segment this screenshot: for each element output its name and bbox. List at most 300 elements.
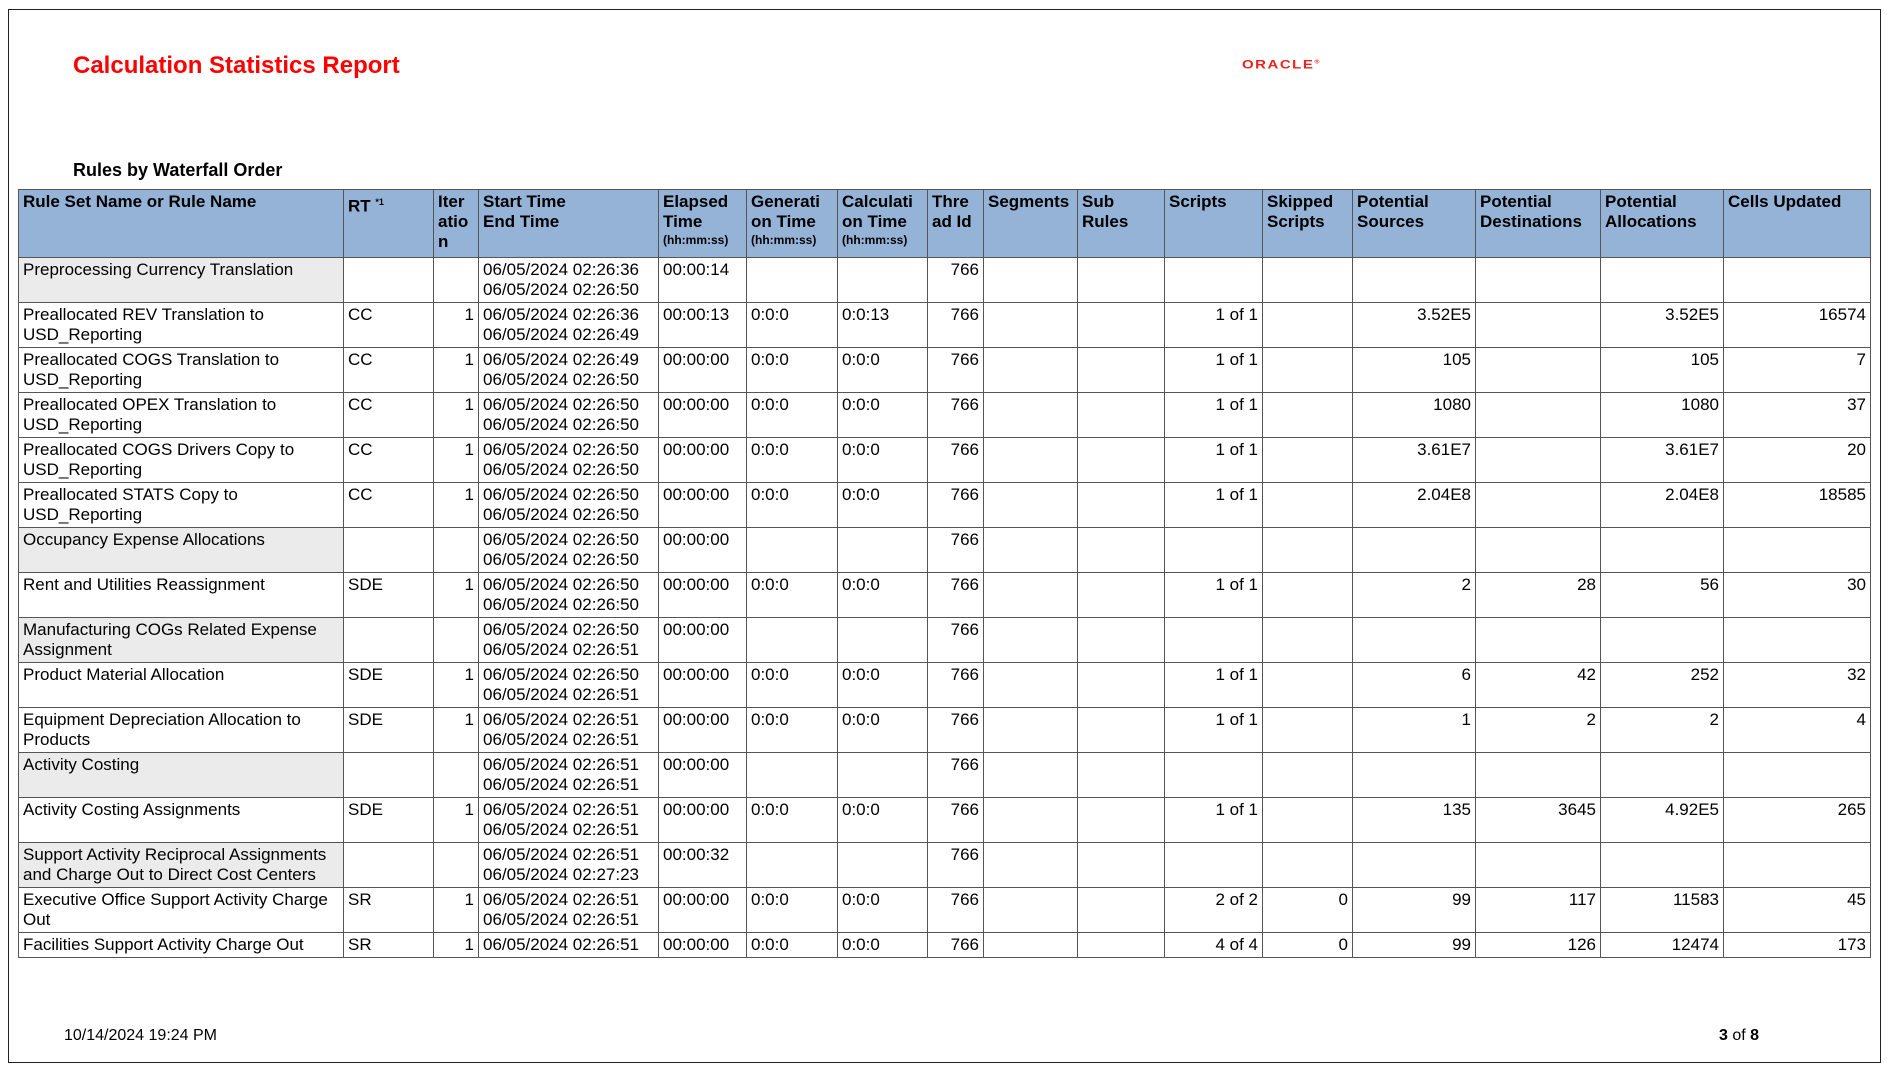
cell-calculation-time: 0:0:13	[838, 303, 928, 348]
start-time: 06/05/2024 02:26:50	[483, 665, 639, 684]
cell-cells-updated: 20	[1724, 438, 1871, 483]
cell-sub-rules	[1078, 258, 1165, 303]
cell-potential-allocations: 3.52E5	[1601, 303, 1724, 348]
cell-segments	[984, 258, 1078, 303]
rule-row	[19, 303, 1871, 348]
cell-rule-type: SR	[344, 933, 434, 958]
cell-calculation-time	[838, 618, 928, 663]
cell-potential-allocations	[1601, 528, 1724, 573]
cell-calculation-time: 0:0:0	[838, 573, 928, 618]
cell-scripts: 1 of 1	[1165, 573, 1263, 618]
cell-start-end-time	[479, 393, 659, 438]
cell-start-end-time	[479, 663, 659, 708]
cell-rule-name: Occupancy Expense Allocations	[19, 528, 344, 573]
cell-sub-rules	[1078, 708, 1165, 753]
ruleset-row	[19, 528, 1871, 573]
cell-cells-updated: 37	[1724, 393, 1871, 438]
cell-iteration: 1	[434, 438, 479, 483]
cell-rule-name: Product Material Allocation	[19, 663, 344, 708]
cell-thread-id: 766	[928, 438, 984, 483]
cell-skipped-scripts	[1263, 258, 1353, 303]
cell-generation-time: 0:0:0	[747, 708, 838, 753]
cell-sub-rules	[1078, 888, 1165, 933]
cell-rule-name: Equipment Depreciation Allocation to Products	[19, 708, 344, 753]
cell-generation-time	[747, 618, 838, 663]
cell-generation-time: 0:0:0	[747, 303, 838, 348]
cell-elapsed-time: 00:00:00	[659, 528, 747, 573]
cell-generation-time: 0:0:0	[747, 798, 838, 843]
col-header-iteration: Iter atio n	[434, 190, 479, 258]
cell-iteration: 1	[434, 708, 479, 753]
cell-skipped-scripts	[1263, 798, 1353, 843]
col-header-potential-destinations: Potential Destinations	[1476, 190, 1601, 258]
cell-elapsed-time: 00:00:00	[659, 933, 747, 958]
cell-elapsed-time: 00:00:00	[659, 798, 747, 843]
cell-potential-sources	[1353, 753, 1476, 798]
cell-rule-type: CC	[344, 393, 434, 438]
cell-potential-destinations	[1476, 528, 1601, 573]
cell-sub-rules	[1078, 348, 1165, 393]
page-current: 3	[1719, 1027, 1728, 1044]
cell-cells-updated: 7	[1724, 348, 1871, 393]
cell-segments	[984, 663, 1078, 708]
cell-rule-type	[344, 753, 434, 798]
cell-rule-name: Support Activity Reciprocal Assignments and Charge Out to Direct Cost Centers	[19, 843, 344, 888]
cell-segments	[984, 438, 1078, 483]
cell-iteration: 1	[434, 393, 479, 438]
cell-skipped-scripts	[1263, 393, 1353, 438]
cell-cells-updated	[1724, 528, 1871, 573]
cell-thread-id: 766	[928, 933, 984, 958]
cell-calculation-time: 0:0:0	[838, 348, 928, 393]
cell-rule-name: Preallocated OPEX Translation to USD_Reporting	[19, 393, 344, 438]
cell-start-end-time	[479, 438, 659, 483]
cell-start-end-time	[479, 618, 659, 663]
cell-start-end-time	[479, 303, 659, 348]
cell-thread-id: 766	[928, 798, 984, 843]
cell-segments	[984, 303, 1078, 348]
cell-thread-id: 766	[928, 663, 984, 708]
table-body	[19, 258, 1871, 958]
ruleset-row	[19, 753, 1871, 798]
cell-rule-type: CC	[344, 303, 434, 348]
end-time: 06/05/2024 02:26:50	[483, 370, 639, 389]
end-time: 06/05/2024 02:26:50	[483, 505, 639, 524]
cell-potential-sources: 1080	[1353, 393, 1476, 438]
cell-rule-name: Preallocated COGS Drivers Copy to USD_Reporting	[19, 438, 344, 483]
cell-skipped-scripts	[1263, 483, 1353, 528]
cell-scripts: 1 of 1	[1165, 348, 1263, 393]
end-time: 06/05/2024 02:26:51	[483, 820, 639, 839]
rule-row	[19, 888, 1871, 933]
cell-scripts: 1 of 1	[1165, 393, 1263, 438]
cell-iteration: 1	[434, 303, 479, 348]
cell-sub-rules	[1078, 573, 1165, 618]
page-indicator	[1719, 1027, 1759, 1045]
cell-cells-updated: 4	[1724, 708, 1871, 753]
cell-generation-time	[747, 528, 838, 573]
cell-potential-allocations	[1601, 258, 1724, 303]
cell-generation-time	[747, 753, 838, 798]
cell-potential-allocations: 12474	[1601, 933, 1724, 958]
cell-potential-destinations	[1476, 438, 1601, 483]
end-time: 06/05/2024 02:26:50	[483, 280, 639, 299]
cell-generation-time: 0:0:0	[747, 933, 838, 958]
cell-rule-name: Preallocated COGS Translation to USD_Reporting	[19, 348, 344, 393]
cell-thread-id: 766	[928, 618, 984, 663]
cell-scripts: 1 of 1	[1165, 708, 1263, 753]
cell-potential-sources	[1353, 258, 1476, 303]
start-time: 06/05/2024 02:26:36	[483, 260, 639, 279]
cell-cells-updated: 173	[1724, 933, 1871, 958]
cell-rule-type: SDE	[344, 708, 434, 753]
cell-elapsed-time: 00:00:13	[659, 303, 747, 348]
cell-potential-sources: 3.61E7	[1353, 438, 1476, 483]
rule-row	[19, 933, 1871, 958]
rule-row	[19, 348, 1871, 393]
cell-scripts: 4 of 4	[1165, 933, 1263, 958]
cell-rule-name: Facilities Support Activity Charge Out	[19, 933, 344, 958]
cell-thread-id: 766	[928, 573, 984, 618]
cell-potential-allocations: 4.92E5	[1601, 798, 1724, 843]
cell-cells-updated: 18585	[1724, 483, 1871, 528]
col-header-cells-updated: Cells Updated	[1724, 190, 1871, 258]
rule-row	[19, 798, 1871, 843]
cell-potential-destinations: 117	[1476, 888, 1601, 933]
rule-row	[19, 393, 1871, 438]
cell-thread-id: 766	[928, 753, 984, 798]
cell-scripts	[1165, 843, 1263, 888]
cell-rule-name: Preprocessing Currency Translation	[19, 258, 344, 303]
cell-cells-updated	[1724, 753, 1871, 798]
cell-skipped-scripts	[1263, 753, 1353, 798]
cell-scripts: 1 of 1	[1165, 663, 1263, 708]
cell-potential-sources	[1353, 843, 1476, 888]
cell-rule-name: Manufacturing COGs Related Expense Assignment	[19, 618, 344, 663]
cell-cells-updated: 30	[1724, 573, 1871, 618]
cell-sub-rules	[1078, 528, 1165, 573]
cell-generation-time	[747, 843, 838, 888]
cell-elapsed-time: 00:00:00	[659, 483, 747, 528]
end-time: 06/05/2024 02:26:50	[483, 460, 639, 479]
cell-potential-destinations	[1476, 393, 1601, 438]
cell-calculation-time: 0:0:0	[838, 438, 928, 483]
start-time: 06/05/2024 02:26:51	[483, 710, 639, 729]
cell-segments	[984, 753, 1078, 798]
cell-rule-name: Preallocated STATS Copy to USD_Reporting	[19, 483, 344, 528]
end-time: 06/05/2024 02:26:51	[483, 685, 639, 704]
cell-generation-time	[747, 258, 838, 303]
cell-scripts: 1 of 1	[1165, 303, 1263, 348]
cell-cells-updated: 32	[1724, 663, 1871, 708]
cell-calculation-time: 0:0:0	[838, 888, 928, 933]
cell-potential-sources	[1353, 528, 1476, 573]
cell-start-end-time	[479, 843, 659, 888]
cell-rule-type: SDE	[344, 573, 434, 618]
cell-generation-time: 0:0:0	[747, 573, 838, 618]
cell-potential-destinations: 126	[1476, 933, 1601, 958]
cell-scripts	[1165, 753, 1263, 798]
cell-iteration	[434, 843, 479, 888]
cell-start-end-time	[479, 888, 659, 933]
end-time: 06/05/2024 02:26:51	[483, 775, 639, 794]
end-time: 06/05/2024 02:26:49	[483, 325, 639, 344]
cell-iteration	[434, 618, 479, 663]
col-header-sub-rules: Sub Rules	[1078, 190, 1165, 258]
cell-potential-destinations	[1476, 618, 1601, 663]
start-time: 06/05/2024 02:26:51	[483, 845, 639, 864]
ruleset-row	[19, 618, 1871, 663]
cell-segments	[984, 573, 1078, 618]
cell-sub-rules	[1078, 843, 1165, 888]
rules-statistics-table	[18, 189, 1871, 958]
cell-skipped-scripts: 0	[1263, 888, 1353, 933]
cell-elapsed-time: 00:00:00	[659, 618, 747, 663]
cell-generation-time: 0:0:0	[747, 438, 838, 483]
cell-potential-allocations	[1601, 618, 1724, 663]
col-header-potential-sources: Potential Sources	[1353, 190, 1476, 258]
cell-potential-sources	[1353, 618, 1476, 663]
cell-rule-name: Activity Costing Assignments	[19, 798, 344, 843]
cell-potential-allocations: 252	[1601, 663, 1724, 708]
cell-iteration: 1	[434, 483, 479, 528]
cell-elapsed-time: 00:00:32	[659, 843, 747, 888]
cell-start-end-time	[479, 483, 659, 528]
cell-rule-type	[344, 843, 434, 888]
end-time: 06/05/2024 02:26:51	[483, 910, 639, 929]
cell-potential-allocations	[1601, 753, 1724, 798]
col-header-scripts: Scripts	[1165, 190, 1263, 258]
cell-skipped-scripts	[1263, 528, 1353, 573]
start-time: 06/05/2024 02:26:50	[483, 530, 639, 549]
cell-elapsed-time: 00:00:00	[659, 663, 747, 708]
ruleset-row	[19, 258, 1871, 303]
col-header-calculation-time: Calculati on Time (hh:mm:ss)	[838, 190, 928, 258]
end-time: 06/05/2024 02:26:51	[483, 730, 639, 749]
end-time: 06/05/2024 02:26:51	[483, 640, 639, 659]
cell-segments	[984, 798, 1078, 843]
start-time: 06/05/2024 02:26:51	[483, 755, 639, 774]
cell-rule-name: Executive Office Support Activity Charge Out	[19, 888, 344, 933]
col-header-potential-allocations: Potential Allocations	[1601, 190, 1724, 258]
cell-sub-rules	[1078, 663, 1165, 708]
cell-rule-name: Preallocated REV Translation to USD_Reporting	[19, 303, 344, 348]
cell-rule-type	[344, 528, 434, 573]
cell-potential-sources: 105	[1353, 348, 1476, 393]
ruleset-row	[19, 843, 1871, 888]
cell-potential-destinations	[1476, 753, 1601, 798]
cell-potential-sources: 99	[1353, 933, 1476, 958]
end-time: 06/05/2024 02:26:50	[483, 595, 639, 614]
registered-mark: ®	[1314, 59, 1320, 66]
cell-thread-id: 766	[928, 708, 984, 753]
cell-sub-rules	[1078, 798, 1165, 843]
cell-segments	[984, 348, 1078, 393]
report-title: Calculation Statistics Report	[73, 52, 400, 79]
cell-sub-rules	[1078, 303, 1165, 348]
cell-skipped-scripts	[1263, 708, 1353, 753]
start-time: 06/05/2024 02:26:50	[483, 440, 639, 459]
start-time: 06/05/2024 02:26:51	[483, 800, 639, 819]
cell-sub-rules	[1078, 393, 1165, 438]
cell-calculation-time: 0:0:0	[838, 933, 928, 958]
cell-start-end-time	[479, 573, 659, 618]
cell-skipped-scripts	[1263, 618, 1353, 663]
cell-elapsed-time: 00:00:00	[659, 348, 747, 393]
cell-rule-type	[344, 618, 434, 663]
cell-cells-updated: 45	[1724, 888, 1871, 933]
cell-potential-sources: 2.04E8	[1353, 483, 1476, 528]
col-header-rule-name: Rule Set Name or Rule Name	[19, 190, 344, 258]
cell-thread-id: 766	[928, 348, 984, 393]
col-header-thread-id: Thre ad Id	[928, 190, 984, 258]
cell-potential-sources: 6	[1353, 663, 1476, 708]
cell-sub-rules	[1078, 483, 1165, 528]
cell-skipped-scripts	[1263, 663, 1353, 708]
cell-rule-type: CC	[344, 348, 434, 393]
end-time: 06/05/2024 02:27:23	[483, 865, 639, 884]
cell-generation-time: 0:0:0	[747, 483, 838, 528]
cell-potential-allocations: 105	[1601, 348, 1724, 393]
start-time: 06/05/2024 02:26:50	[483, 620, 639, 639]
cell-rule-type: SDE	[344, 663, 434, 708]
cell-cells-updated	[1724, 618, 1871, 663]
oracle-logo-text: ORACLE	[1242, 58, 1315, 72]
start-time: 06/05/2024 02:26:51	[483, 935, 639, 954]
cell-potential-destinations	[1476, 348, 1601, 393]
cell-start-end-time	[479, 348, 659, 393]
cell-iteration: 1	[434, 573, 479, 618]
cell-potential-allocations	[1601, 843, 1724, 888]
cell-potential-destinations	[1476, 843, 1601, 888]
cell-thread-id: 766	[928, 258, 984, 303]
col-header-elapsed-time: Elapsed Time (hh:mm:ss)	[659, 190, 747, 258]
cell-thread-id: 766	[928, 393, 984, 438]
cell-thread-id: 766	[928, 303, 984, 348]
start-time: 06/05/2024 02:26:50	[483, 395, 639, 414]
cell-scripts	[1165, 528, 1263, 573]
cell-skipped-scripts	[1263, 843, 1353, 888]
rule-row	[19, 708, 1871, 753]
cell-potential-destinations: 3645	[1476, 798, 1601, 843]
cell-sub-rules	[1078, 753, 1165, 798]
cell-thread-id: 766	[928, 843, 984, 888]
col-header-skipped-scripts: Skipped Scripts	[1263, 190, 1353, 258]
cell-calculation-time	[838, 258, 928, 303]
cell-segments	[984, 618, 1078, 663]
start-time: 06/05/2024 02:26:51	[483, 890, 639, 909]
cell-potential-sources: 3.52E5	[1353, 303, 1476, 348]
cell-rule-type: SDE	[344, 798, 434, 843]
cell-elapsed-time: 00:00:00	[659, 888, 747, 933]
cell-scripts: 1 of 1	[1165, 483, 1263, 528]
cell-thread-id: 766	[928, 888, 984, 933]
rule-row	[19, 438, 1871, 483]
cell-cells-updated: 16574	[1724, 303, 1871, 348]
cell-calculation-time: 0:0:0	[838, 708, 928, 753]
cell-sub-rules	[1078, 618, 1165, 663]
cell-potential-allocations: 2	[1601, 708, 1724, 753]
col-header-rt: RT $^{*1}$	[344, 190, 434, 258]
cell-generation-time: 0:0:0	[747, 348, 838, 393]
rule-row	[19, 483, 1871, 528]
cell-segments	[984, 888, 1078, 933]
cell-elapsed-time: 00:00:00	[659, 393, 747, 438]
cell-iteration: 1	[434, 348, 479, 393]
cell-segments	[984, 528, 1078, 573]
cell-start-end-time	[479, 753, 659, 798]
cell-iteration: 1	[434, 663, 479, 708]
oracle-logo	[1242, 58, 1320, 72]
cell-generation-time: 0:0:0	[747, 663, 838, 708]
cell-rule-type: CC	[344, 483, 434, 528]
cell-rule-type	[344, 258, 434, 303]
col-header-generation-time: Generati on Time (hh:mm:ss)	[747, 190, 838, 258]
cell-potential-destinations	[1476, 303, 1601, 348]
cell-potential-sources: 1	[1353, 708, 1476, 753]
cell-skipped-scripts	[1263, 573, 1353, 618]
cell-potential-allocations: 11583	[1601, 888, 1724, 933]
cell-generation-time: 0:0:0	[747, 393, 838, 438]
cell-potential-sources: 135	[1353, 798, 1476, 843]
cell-potential-allocations: 2.04E8	[1601, 483, 1724, 528]
cell-iteration: 1	[434, 888, 479, 933]
cell-skipped-scripts	[1263, 438, 1353, 483]
cell-calculation-time: 0:0:0	[838, 798, 928, 843]
cell-cells-updated	[1724, 843, 1871, 888]
page-total: 8	[1750, 1027, 1760, 1044]
cell-thread-id: 766	[928, 483, 984, 528]
end-time: 06/05/2024 02:26:50	[483, 415, 639, 434]
cell-rule-name: Activity Costing	[19, 753, 344, 798]
cell-iteration	[434, 528, 479, 573]
cell-sub-rules	[1078, 438, 1165, 483]
cell-calculation-time: 0:0:0	[838, 483, 928, 528]
cell-scripts	[1165, 258, 1263, 303]
cell-iteration	[434, 258, 479, 303]
cell-segments	[984, 483, 1078, 528]
cell-segments	[984, 933, 1078, 958]
cell-potential-destinations	[1476, 258, 1601, 303]
start-time: 06/05/2024 02:26:49	[483, 350, 639, 369]
cell-scripts: 1 of 1	[1165, 438, 1263, 483]
cell-calculation-time	[838, 843, 928, 888]
cell-start-end-time	[479, 708, 659, 753]
cell-skipped-scripts	[1263, 303, 1353, 348]
cell-elapsed-time: 00:00:00	[659, 573, 747, 618]
cell-calculation-time	[838, 753, 928, 798]
cell-rule-type: SR	[344, 888, 434, 933]
cell-iteration: 1	[434, 933, 479, 958]
cell-calculation-time: 0:0:0	[838, 393, 928, 438]
cell-segments	[984, 393, 1078, 438]
cell-rule-name: Rent and Utilities Reassignment	[19, 573, 344, 618]
cell-iteration	[434, 753, 479, 798]
footer-printed-date: 10/14/2024 19:24 PM	[64, 1027, 218, 1044]
cell-start-end-time	[479, 933, 659, 958]
cell-sub-rules	[1078, 933, 1165, 958]
cell-scripts	[1165, 618, 1263, 663]
cell-scripts: 1 of 1	[1165, 798, 1263, 843]
cell-thread-id: 766	[928, 528, 984, 573]
cell-start-end-time	[479, 258, 659, 303]
cell-cells-updated	[1724, 258, 1871, 303]
cell-potential-destinations: 28	[1476, 573, 1601, 618]
cell-segments	[984, 843, 1078, 888]
page-of: of	[1732, 1027, 1746, 1044]
cell-elapsed-time: 00:00:00	[659, 708, 747, 753]
end-time: 06/05/2024 02:26:50	[483, 550, 639, 569]
